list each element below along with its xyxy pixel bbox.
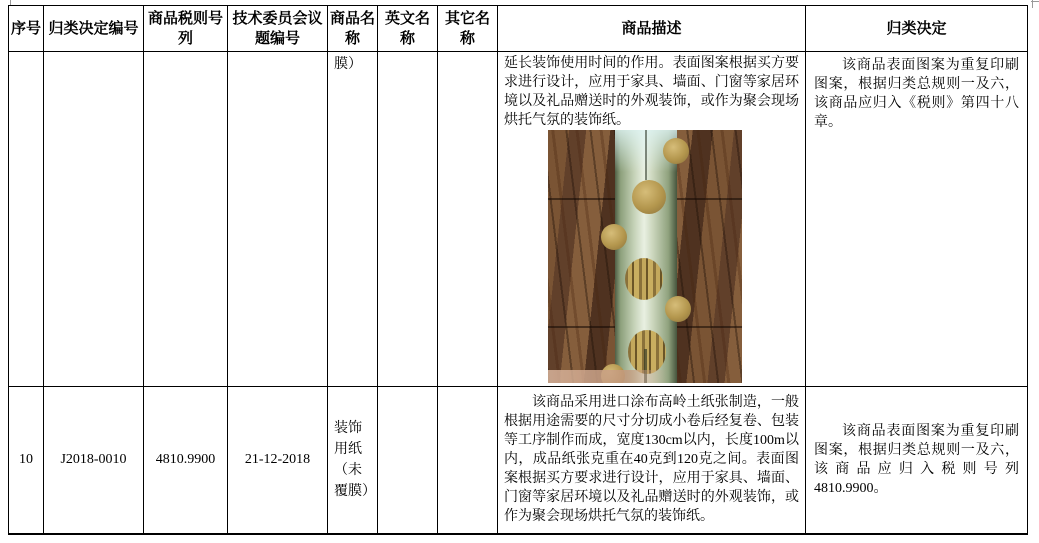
gold-circle	[663, 138, 689, 164]
gold-circle	[665, 296, 691, 322]
cell-committee-no	[228, 52, 328, 387]
table-edge-highlight	[548, 370, 668, 383]
description-text: 延长装饰使用时间的作用。表面图案根据买方要求进行设计，应用于家具、墙面、门窗等家居环境以及礼品赠送时的外观装饰，或作为聚会现场烘托气氛的装饰纸。	[504, 56, 799, 128]
paper-roll	[615, 130, 677, 383]
header-product-name: 商品名称	[328, 6, 378, 52]
header-committee-no: 技术委员会议题编号	[228, 6, 328, 52]
header-other-name: 其它名称	[438, 6, 498, 52]
cell-decision-no	[44, 52, 144, 387]
classification-decision-table	[8, 5, 1028, 535]
cell-other-name	[438, 387, 498, 534]
cell-english-name	[378, 52, 438, 387]
header-english-name: 英文名称	[378, 6, 438, 52]
header-decision: 归类决定	[806, 6, 1028, 52]
cell-description	[498, 387, 806, 534]
cell-tariff-no	[144, 52, 228, 387]
table-row-10	[9, 387, 1028, 534]
gold-circle	[601, 224, 627, 250]
cell-tariff-no: 4810.9900	[144, 387, 228, 534]
cell-english-name	[378, 387, 438, 534]
description-text: 该商品采用进口涂布高岭土纸张制造，一般根据用途需要的尺寸分切成小卷后经复卷、包装等工序制作而成，宽度130cm以内，长度100m以内，成品纸张克重在40克到120克之间。表面图案根据买方要求进行设计，应用于家具、墙面、门窗等家居环境以及礼品赠送时的外观装饰，或作为聚会现场烘托气氛的装饰纸。	[504, 395, 799, 525]
cell-seq	[9, 52, 44, 387]
cell-seq: 10	[9, 387, 44, 534]
cell-product-name: 装饰用纸（未覆膜）	[328, 387, 378, 534]
cell-other-name	[438, 52, 498, 387]
cell-decision	[806, 387, 1028, 534]
gold-circle-striped	[628, 330, 666, 374]
decision-text: 该商品表面图案为重复印刷图案，根据归类总规则一及六，该商品应归入《税则》第四十八章。	[814, 58, 1019, 130]
cell-decision	[806, 52, 1028, 387]
header-description: 商品描述	[498, 6, 806, 52]
cell-description	[498, 52, 806, 387]
decision-text: 该商品表面图案为重复印刷图案，根据归类总规则一及六，该商品应归入税则号列4810.9900。	[814, 423, 1019, 496]
gold-circle-striped	[625, 258, 663, 300]
page-margin-mark-right-h	[1031, 1, 1039, 2]
cell-product-name: 膜）	[328, 52, 378, 387]
cell-decision-no: J2018-0010	[44, 387, 144, 534]
cell-committee-no: 21-12-2018	[228, 387, 328, 534]
product-photo	[548, 130, 742, 383]
header-seq: 序号	[9, 6, 44, 52]
gold-circle	[632, 180, 666, 214]
header-row	[9, 6, 1028, 52]
header-tariff-no: 商品税则号列	[144, 6, 228, 52]
table-row-continuation	[9, 52, 1028, 387]
roll-seam	[645, 130, 647, 180]
header-decision-no: 归类决定编号	[44, 6, 144, 52]
